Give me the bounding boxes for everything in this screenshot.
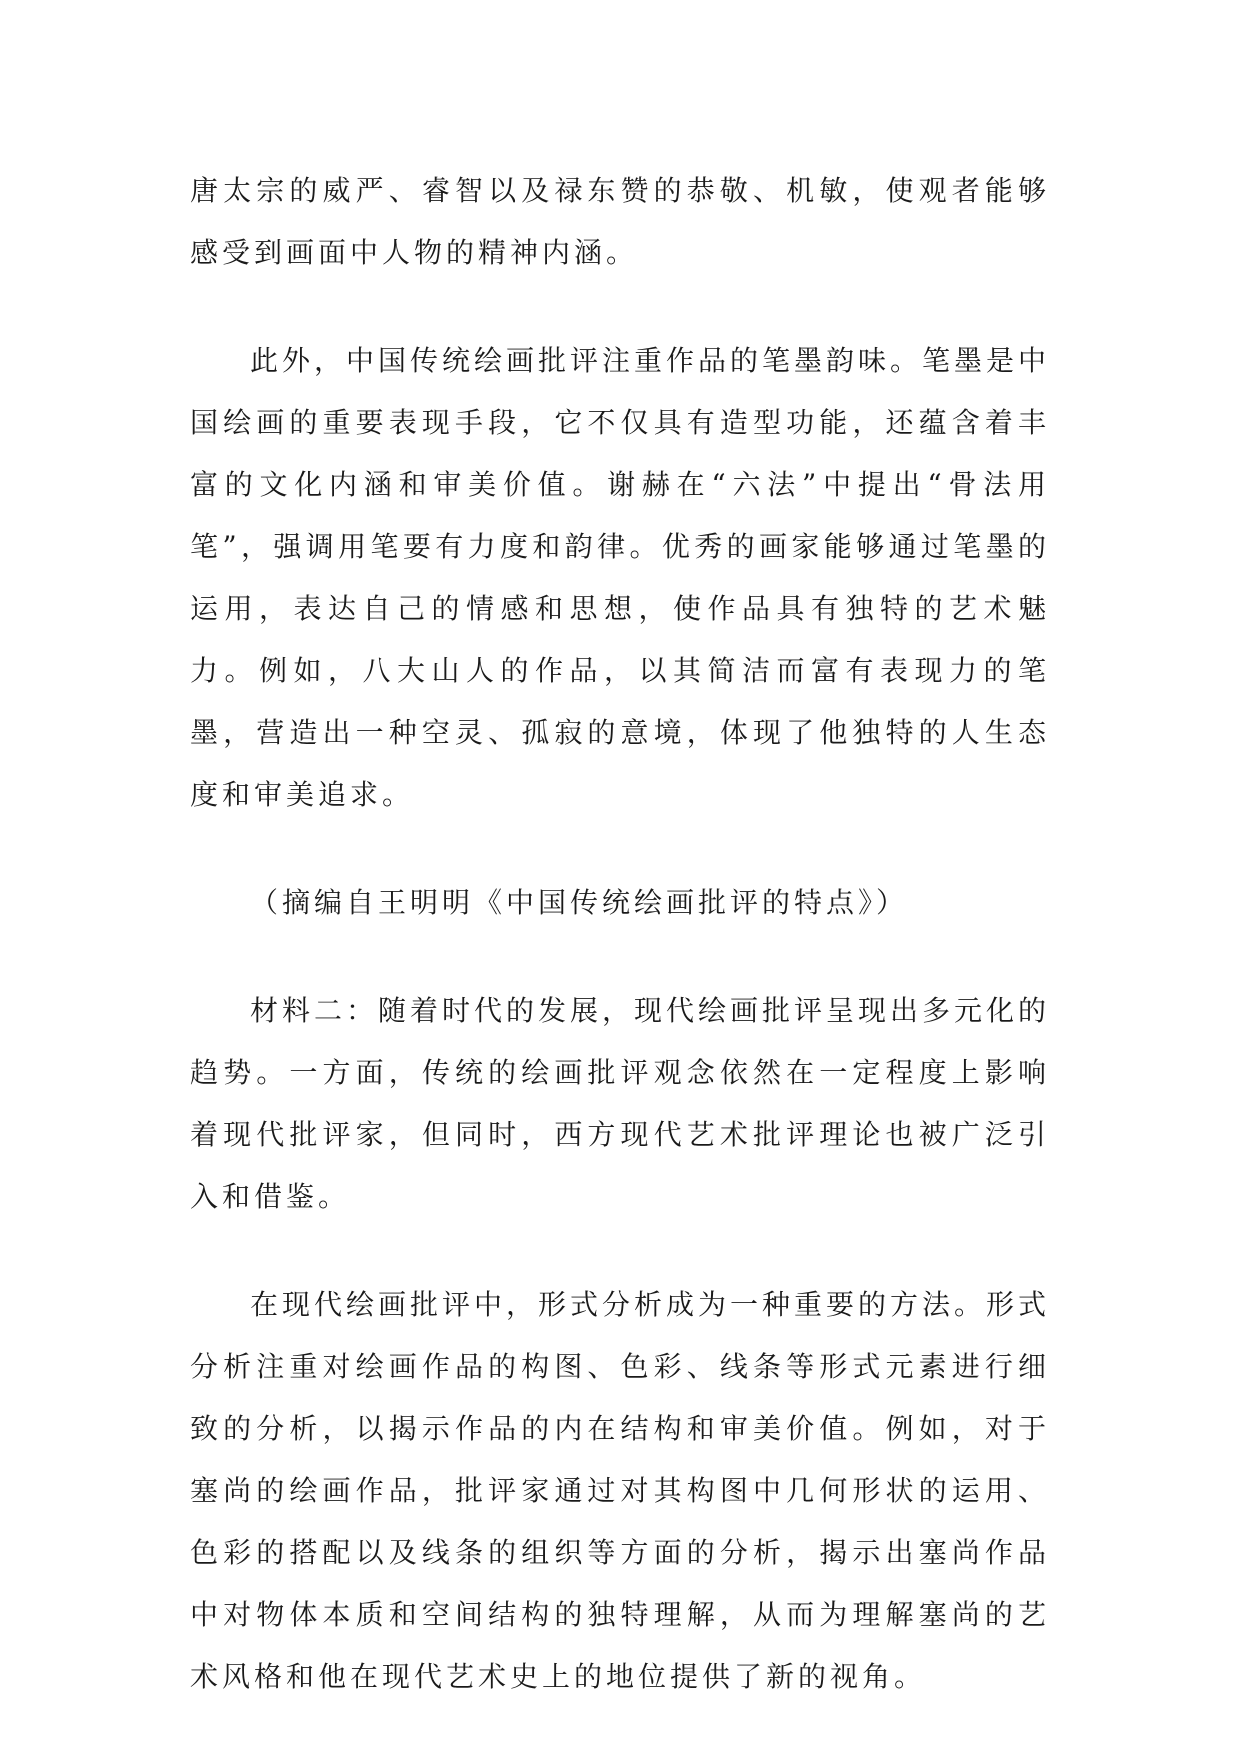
- source-citation: （摘编自王明明《中国传统绘画批评的特点》）: [250, 886, 909, 919]
- paragraph-gap: [190, 1228, 1050, 1274]
- paragraph-formal-analysis: 在现代绘画批评中，形式分析成为一种重要的方法。形式分析注重对绘画作品的构图、色彩、线条等形式元素进行细致的分析，以揭示作品的内在结构和审美价值。例如，对于塞尚的绘画作品，批评家通过对其构图中几何形状的运用、色彩的搭配以及线条的组织等方面的分析，揭示出塞尚作品中对物体本质和空间结构的独特理解，从而为理解塞尚的艺术风格和他在现代艺术史上的地位提供了新的视角。: [190, 1288, 1051, 1693]
- paragraph-material-two: 材料二：随着时代的发展，现代绘画批评呈现出多元化的趋势。一方面，传统的绘画批评观念依然在一定程度上影响着现代批评家，但同时，西方现代艺术批评理论也被广泛引入和借鉴。: [190, 994, 1051, 1213]
- paragraph-continuation: 唐太宗的威严、睿智以及禄东赞的恭敬、机敏，使观者能够感受到画面中人物的精神内涵。: [190, 174, 1050, 269]
- paragraph-gap: [190, 826, 1050, 872]
- paragraph-brush-ink: 此外，中国传统绘画批评注重作品的笔墨韵味。笔墨是中国绘画的重要表现手段，它不仅具有造型功能，还蕴含着丰富的文化内涵和审美价值。谢赫在“六法”中提出“骨法用笔”，强调用笔要有力度和韵律。优秀的画家能够通过笔墨的运用，表达自己的情感和思想，使作品具有独特的艺术魅力。例如，八大山人的作品，以其简洁而富有表现力的笔墨，营造出一种空灵、孤寂的意境，体现了他独特的人生态度和审美追求。: [190, 344, 1051, 811]
- paragraph-gap: [190, 284, 1050, 330]
- paragraph-gap: [190, 934, 1050, 980]
- document-body: [190, 160, 1050, 1708]
